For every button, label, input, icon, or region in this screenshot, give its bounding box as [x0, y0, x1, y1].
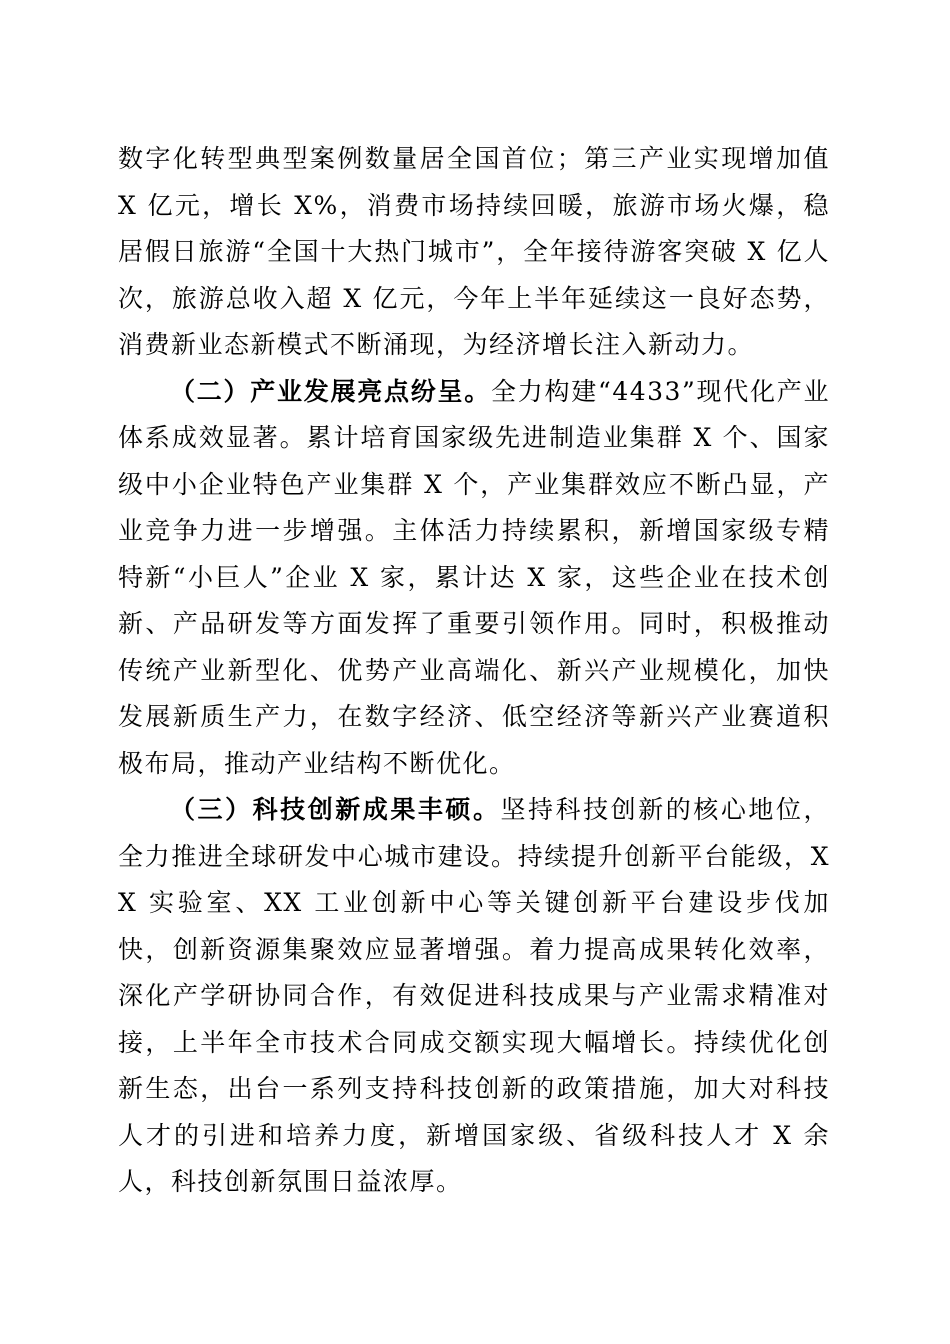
document-body	[118, 136, 830, 1206]
paragraph-text: 全力构建“4433”现代化产业体系成效显著。累计培育国家级先进制造业集群 X 个、国家级中小企业特色产业集群 X 个，产业集群效应不断凸显，产业竞争力进一步增强。主体活力持续累积，新增国家级专精特新“小巨人”企业 X 家，累计达 X 家，这些企业在技术创新、产品研发等方面发挥了重要引领作用。同时，积极推动传统产业新型化、优势产业高端化、新兴产业规模化，加快发展新质生产力，在数字经济、低空经济等新兴产业赛道积极布局，推动产业结构不断优化。	[118, 376, 830, 778]
paragraph-text: 数字化转型典型案例数量居全国首位；第三产业实现增加值 X 亿元，增长 X%，消费市场持续回暖，旅游市场火爆，稳居假日旅游“全国十大热门城市”，全年接待游客突破 X 亿人次，旅游总收入超 X 亿元，今年上半年延续这一良好态势，消费新业态新模式不断涌现，为经济增长注入新动力。	[118, 144, 830, 359]
section-heading-industry: （二）产业发展亮点纷呈。	[170, 376, 492, 406]
paragraph-innovation	[118, 787, 830, 1206]
paragraph-industry	[118, 369, 830, 788]
section-heading-innovation: （三）科技创新成果丰硕。	[170, 795, 501, 824]
paragraph-continuation	[118, 136, 830, 369]
paragraph-text: 坚持科技创新的核心地位，全力推进全球研发中心城市建设。持续提升创新平台能级，XX 实验室、XX 工业创新中心等关键创新平台建设步伐加快，创新资源集聚效应显著增强。着力提高成果转化效率，深化产学研协同合作，有效促进科技成果与产业需求精准对接，上半年全市技术合同成交额实现大幅增长。持续优化创新生态，出台一系列支持科技创新的政策措施，加大对科技人才的引进和培养力度，新增国家级、省级科技人才 X 余人，科技创新氛围日益浓厚。	[118, 795, 830, 1196]
